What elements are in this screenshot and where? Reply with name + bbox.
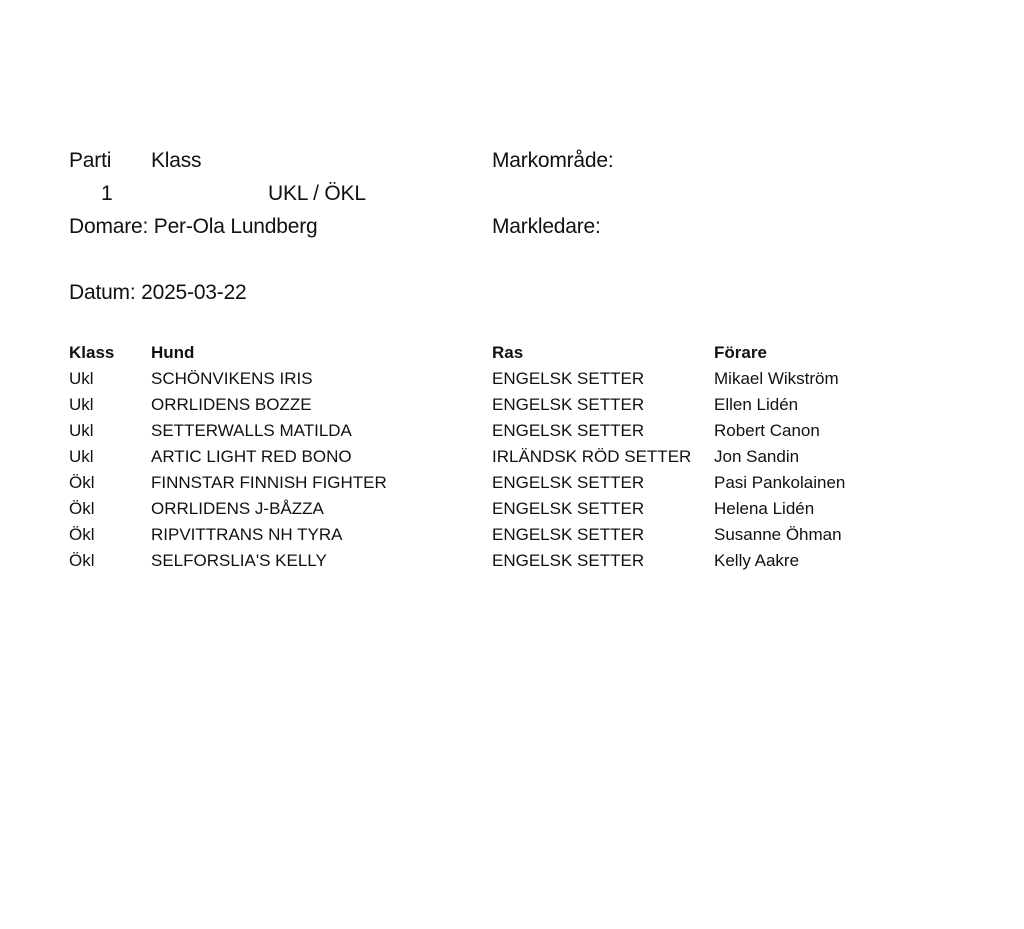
cell-klass: Ökl	[69, 473, 95, 492]
cell-klass: Ökl	[69, 499, 95, 518]
cell-forare: Kelly Aakre	[714, 551, 800, 570]
cell-klass: Ukl	[69, 395, 94, 414]
table-header-row	[69, 340, 949, 366]
participants-table	[69, 340, 949, 574]
cell-klass: Ökl	[69, 525, 95, 544]
table-row	[69, 548, 949, 574]
klass-label: Klass	[151, 149, 202, 172]
klass-value: UKL / ÖKL	[268, 182, 366, 205]
cell-hund: SCHÖNVIKENS IRIS	[151, 369, 313, 388]
datum-line: Datum: 2025-03-22	[69, 281, 247, 304]
cell-ras: ENGELSK SETTER	[492, 421, 645, 440]
markomrade-label: Markområde:	[492, 149, 614, 172]
cell-ras: ENGELSK SETTER	[492, 395, 645, 414]
table-row	[69, 392, 949, 418]
cell-ras: ENGELSK SETTER	[492, 525, 645, 544]
domare-line: Domare: Per-Ola Lundberg	[69, 215, 318, 238]
cell-ras: ENGELSK SETTER	[492, 473, 645, 492]
table-row	[69, 366, 949, 392]
markledare-label: Markledare:	[492, 215, 601, 238]
cell-hund: ORRLIDENS BOZZE	[151, 395, 312, 414]
cell-forare: Jon Sandin	[714, 447, 800, 466]
cell-ras: ENGELSK SETTER	[492, 369, 645, 388]
cell-klass: Ukl	[69, 369, 94, 388]
cell-hund: RIPVITTRANS NH TYRA	[151, 525, 343, 544]
column-header-hund: Hund	[151, 343, 195, 362]
parti-value: 1	[101, 182, 113, 205]
table-row	[69, 418, 949, 444]
parti-label: Parti	[69, 149, 112, 172]
cell-klass: Ukl	[69, 421, 94, 440]
column-header-ras: Ras	[492, 343, 524, 362]
table-row	[69, 444, 949, 470]
cell-hund: SELFORSLIA'S KELLY	[151, 551, 327, 570]
column-header-klass: Klass	[69, 343, 115, 362]
cell-hund: SETTERWALLS MATILDA	[151, 421, 352, 440]
cell-ras: ENGELSK SETTER	[492, 499, 645, 518]
cell-hund: ORRLIDENS J-BÅZZA	[151, 499, 324, 518]
cell-forare: Susanne Öhman	[714, 525, 842, 544]
table-row	[69, 470, 949, 496]
cell-klass: Ukl	[69, 447, 94, 466]
table-row	[69, 522, 949, 548]
cell-forare: Ellen Lidén	[714, 395, 799, 414]
column-header-forare: Förare	[714, 343, 767, 362]
cell-forare: Robert Canon	[714, 421, 820, 440]
cell-ras: IRLÄNDSK RÖD SETTER	[492, 447, 692, 466]
table-row	[69, 496, 949, 522]
cell-klass: Ökl	[69, 551, 95, 570]
cell-hund: ARTIC LIGHT RED BONO	[151, 447, 352, 466]
cell-forare: Mikael Wikström	[714, 369, 839, 388]
cell-forare: Helena Lidén	[714, 499, 815, 518]
cell-forare: Pasi Pankolainen	[714, 473, 846, 492]
cell-hund: FINNSTAR FINNISH FIGHTER	[151, 473, 387, 492]
cell-ras: ENGELSK SETTER	[492, 551, 645, 570]
